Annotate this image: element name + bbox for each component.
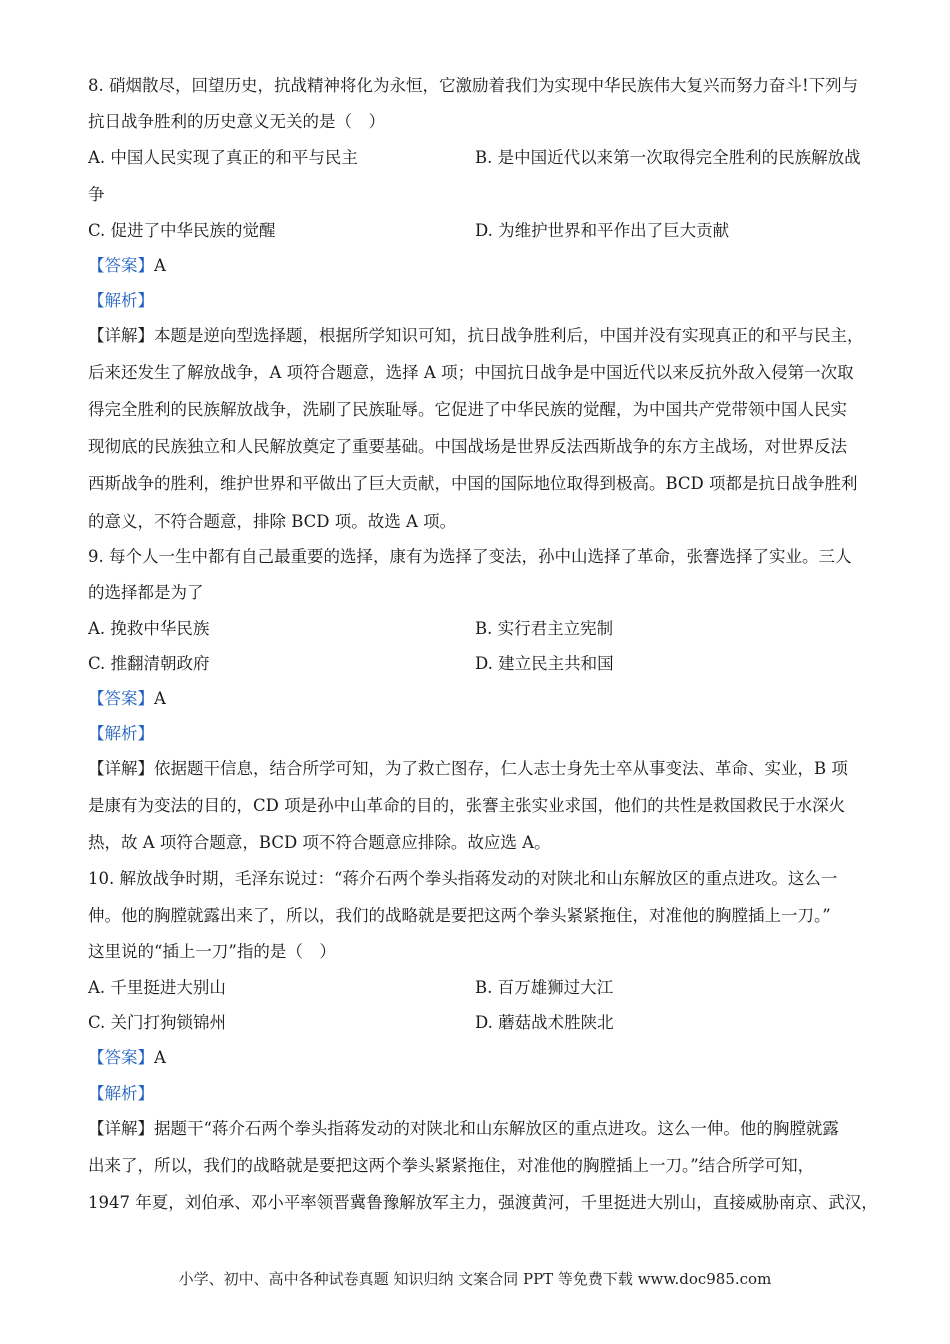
answer-tag: 【答案】 [88, 689, 154, 708]
q9-option-b: B. 实行君主立宪制 [475, 619, 614, 638]
q10-analysis-tag: 【解析】 [88, 1084, 154, 1103]
q8-stem-line-2: 抗日战争胜利的历史意义无关的是（ ） [88, 112, 385, 131]
q10-answer-line [88, 1046, 878, 1070]
q9-option-a: A. 挽救中华民族 [88, 619, 210, 638]
q8-option-b-continued: 争 [88, 185, 105, 204]
q10-option-a: A. 千里挺进大别山 [88, 978, 226, 997]
answer-tag: 【答案】 [88, 256, 154, 275]
answer-value: A [154, 689, 166, 708]
q9-option-d: D. 建立民主共和国 [475, 654, 614, 673]
q10-detail-line-3: 1947 年夏，刘伯承、邓小平率领晋冀鲁豫解放军主力，强渡黄河，千里挺进大别山，直接威胁南京、武汉， [88, 1193, 878, 1212]
answer-value: A [154, 256, 166, 275]
q8-option-a: A. 中国人民实现了真正的和平与民主 [88, 148, 358, 167]
detail-tag: 【详解】 [88, 326, 154, 345]
answer-value: A [154, 1048, 166, 1067]
q8-detail-line-1 [88, 324, 878, 348]
q8-detail-line-2: 后来还发生了解放战争，A 项符合题意，选择 A 项；中国抗日战争是中国近代以来反抗外敌入侵第一次取 [88, 363, 854, 382]
q10-detail-line-1 [88, 1117, 878, 1141]
q10-stem-line-3: 这里说的“插上一刀”指的是（ ） [88, 942, 336, 961]
q10-stem-line-1: 10. 解放战争时期，毛泽东说过：“蒋介石两个拳头指蒋发动的对陕北和山东解放区的重点进攻。这么一 [88, 869, 838, 888]
q9-detail-line-3: 热，故 A 项符合题意，BCD 项不符合题意应排除。故应选 A。 [88, 833, 551, 852]
q9-stem-line-1: 9. 每个人一生中都有自己最重要的选择，康有为选择了变法，孙中山选择了革命，张謇选择了实业。三人 [88, 547, 852, 566]
q10-detail-line-2: 出来了，所以，我们的战略就是要把这两个拳头紧紧拖住，对准他的胸膛插上一刀。”结合所学可知， [88, 1156, 815, 1175]
q9-detail-line-2: 是康有为变法的目的，CD 项是孙中山革命的目的，张謇主张实业求国，他们的共性是救国救民于水深火 [88, 796, 846, 815]
q9-detail-line-1 [88, 757, 878, 781]
q8-answer-line [88, 254, 878, 278]
q10-stem-line-2: 伸。他的胸膛就露出来了，所以，我们的战略就是要把这两个拳头紧紧拖住，对准他的胸膛插上一刀。” [88, 906, 831, 925]
q8-detail-line-5: 西斯战争的胜利，维护世界和平做出了巨大贡献，中国的国际地位取得到极高。BCD 项都是抗日战争胜利 [88, 474, 858, 493]
q10-option-b: B. 百万雄狮过大江 [475, 978, 614, 997]
q8-detail-line-6: 的意义，不符合题意，排除 BCD 项。故选 A 项。 [88, 512, 457, 531]
q8-analysis-tag: 【解析】 [88, 291, 154, 310]
q8-option-c: C. 促进了中华民族的觉醒 [88, 221, 276, 240]
page-footer: 小学、初中、高中各种试卷真题 知识归纳 文案合同 PPT 等免费下载 www.doc985.com [178, 1270, 772, 1288]
q9-answer-line [88, 687, 878, 711]
detail-tag: 【详解】 [88, 1119, 154, 1138]
detail-text: 依据题干信息，结合所学可知，为了救亡图存，仁人志士身先士卒从事变法、革命、实业，B 项 [154, 759, 848, 778]
q8-option-b: B. 是中国近代以来第一次取得完全胜利的民族解放战 [475, 148, 861, 167]
q9-analysis-tag: 【解析】 [88, 724, 154, 743]
q8-detail-line-3: 得完全胜利的民族解放战争，洗刷了民族耻辱。它促进了中华民族的觉醒，为中国共产党带领中国人民实 [88, 400, 847, 419]
q10-option-d: D. 蘑菇战术胜陕北 [475, 1013, 614, 1032]
q9-option-c: C. 推翻清朝政府 [88, 654, 210, 673]
q9-stem-line-2: 的选择都是为了 [88, 583, 204, 602]
detail-tag: 【详解】 [88, 759, 154, 778]
q8-stem-line-1: 8. 硝烟散尽，回望历史，抗战精神将化为永恒，它激励着我们为实现中华民族伟大复兴而努力奋斗!下列与 [88, 76, 859, 95]
q8-option-d: D. 为维护世界和平作出了巨大贡献 [475, 221, 730, 240]
detail-text: 本题是逆向型选择题，根据所学知识可知，抗日战争胜利后，中国并没有实现真正的和平与民主， [154, 326, 864, 345]
q8-detail-line-4: 现彻底的民族独立和人民解放奠定了重要基础。中国战场是世界反法西斯战争的东方主战场，对世界反法 [88, 437, 847, 456]
detail-text: 据题干“蒋介石两个拳头指蒋发动的对陕北和山东解放区的重点进攻。这么一伸。他的胸膛就露 [154, 1119, 839, 1138]
answer-tag: 【答案】 [88, 1048, 154, 1067]
q10-option-c: C. 关门打狗锁锦州 [88, 1013, 227, 1032]
